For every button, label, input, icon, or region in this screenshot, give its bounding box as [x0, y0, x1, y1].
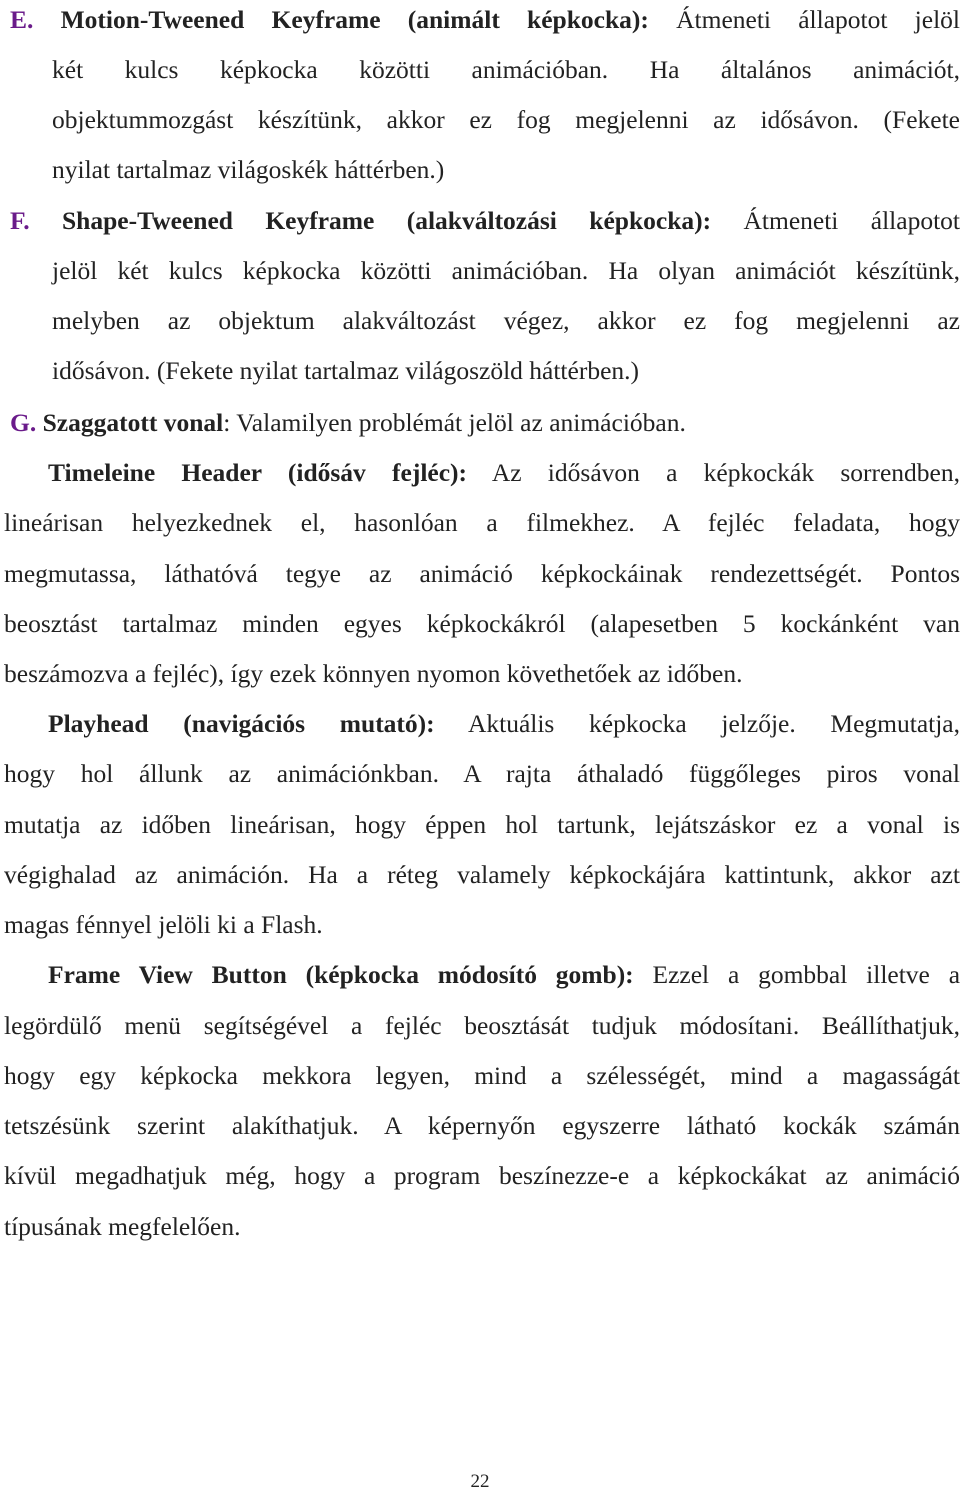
playhead-line-3: mutatja az időben lineárisan, hogy éppen hol tartunk, lejátszáskor ez a vonal is [4, 810, 960, 839]
playhead-line-4: végighalad az animáción. Ha a réteg valamely képkockájára kattintunk, akkor azt [4, 860, 960, 889]
playhead-line-5: magas fénnyel jelöli ki a Flash. [4, 910, 323, 939]
timeline-header-line-4: beosztást tartalmaz minden egyes képkockákról (alapesetben 5 kockánként van [4, 609, 960, 638]
frame-view-term: Frame View Button (képkocka módosító gomb): [48, 960, 634, 989]
item-f-letter: F. [10, 206, 30, 235]
playhead-term: Playhead (navigációs mutató): [48, 709, 435, 738]
timeline-header-line-3: megmutassa, láthatóvá tegye az animáció képkockáinak rendezettségét. Pontos [4, 559, 960, 588]
page-number: 22 [470, 1471, 490, 1492]
playhead-line-1 [0, 707, 960, 741]
playhead-line-2: hogy hol állunk az animációnkban. A rajta áthaladó függőleges piros vonal [4, 759, 960, 788]
item-f-line-4: idősávon. (Fekete nyilat tartalmaz világoszöld háttérben.) [52, 356, 640, 385]
item-e-line-1 [0, 3, 960, 37]
item-e-letter: E. [10, 5, 34, 34]
item-f-text: Átmeneti állapotot [743, 206, 960, 235]
item-e-line-3: objektummozgást készítünk, akkor ez fog megjelenni az idősávon. (Fekete [52, 105, 960, 134]
frame-view-line-5: kívül megadhatjuk még, hogy a program beszínezze-e a képkockákat az animáció [4, 1161, 960, 1190]
timeline-header-text: Az idősávon a képkockák sorrendben, [491, 458, 960, 487]
frame-view-line-3: hogy egy képkocka mekkora legyen, mind a szélességét, mind a magasságát [4, 1061, 960, 1090]
item-f-line-3: melyben az objektum alakváltozást végez, akkor ez fog megjelenni az [52, 306, 960, 335]
item-f-term: Shape-Tweened Keyframe (alakváltozási képkocka): [62, 206, 712, 235]
frame-view-line-1 [0, 958, 960, 992]
item-f-line-2: jelöl két kulcs képkocka közötti animációban. Ha olyan animációt készítünk, [52, 256, 960, 285]
item-f-line-1 [0, 204, 960, 238]
playhead-text: Aktuális képkocka jelzője. Megmutatja, [467, 709, 960, 738]
item-e-line-4: nyilat tartalmaz világoskék háttérben.) [52, 155, 445, 184]
timeline-header-line-1 [0, 456, 960, 490]
item-g-term: Szaggatott vonal [42, 408, 224, 437]
frame-view-line-2: legördülő menü segítségével a fejléc beosztását tudjuk módosítani. Beállíthatjuk, [4, 1011, 960, 1040]
item-e-term: Motion-Tweened Keyframe (animált képkocka): [60, 5, 649, 34]
timeline-header-line-2: lineárisan helyezkednek el, hasonlóan a filmekhez. A fejléc feladata, hogy [4, 508, 960, 537]
timeline-header-term: Timeleine Header (idősáv fejléc): [48, 458, 468, 487]
timeline-header-line-5: beszámozva a fejléc), így ezek könnyen nyomon követhetőek az időben. [4, 659, 743, 688]
item-g-letter: G. [10, 408, 37, 437]
frame-view-line-4: tetszésünk szerint alakíthatjuk. A képernyőn egyszerre látható kockák számán [4, 1111, 960, 1140]
item-e-text: Átmeneti állapotot jelöl [676, 5, 960, 34]
item-g-text: : Valamilyen problémát jelöl az animációban. [223, 408, 686, 437]
item-e-line-2: két kulcs képkocka közötti animációban. Ha általános animációt, [52, 55, 960, 84]
frame-view-text: Ezzel a gombbal illetve a [652, 960, 960, 989]
frame-view-line-6: típusának megfelelően. [4, 1212, 241, 1241]
item-g-line-1 [0, 406, 960, 440]
